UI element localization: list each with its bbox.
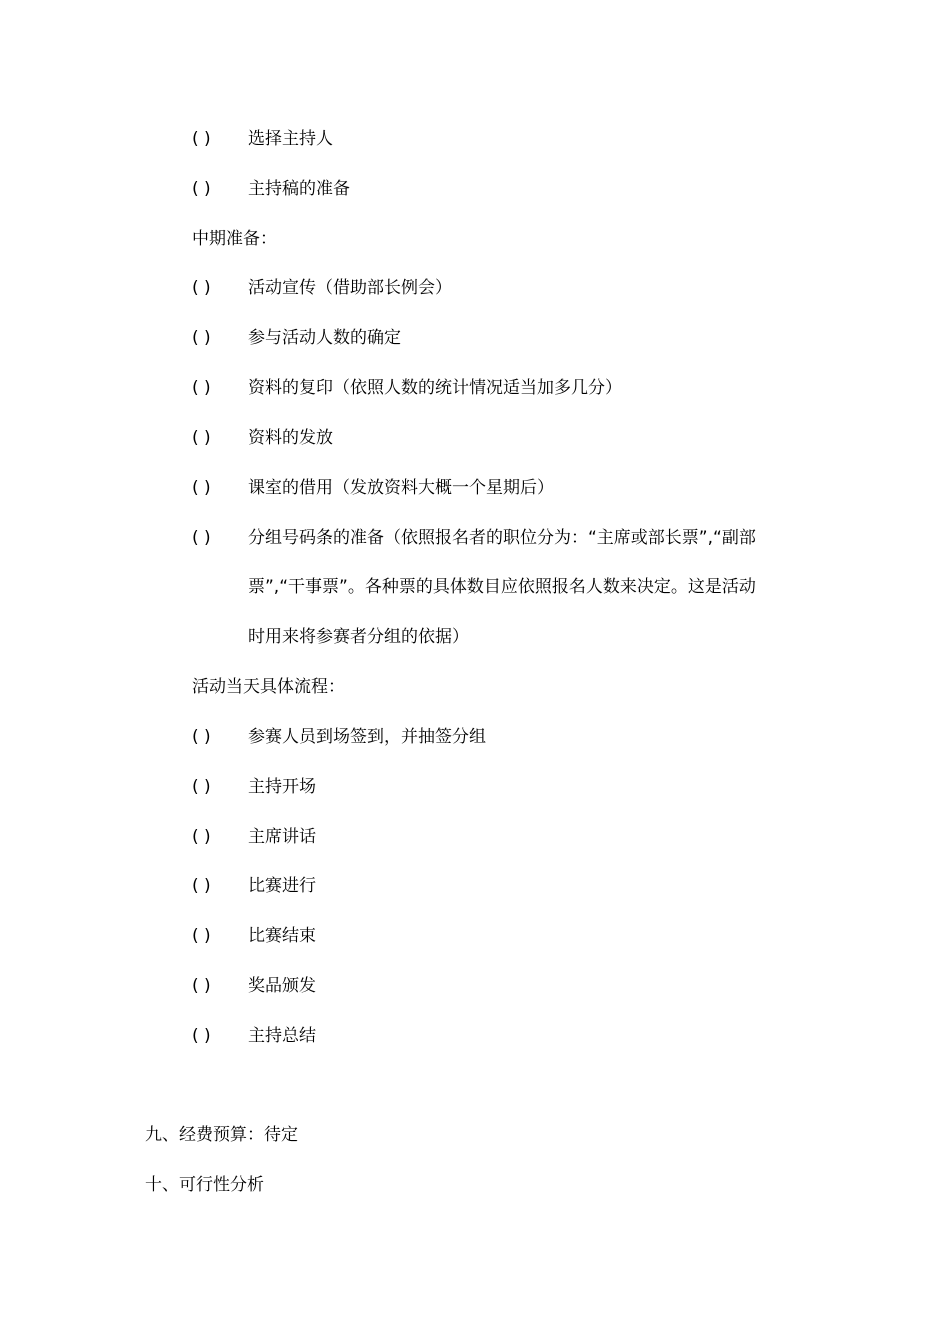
checkbox-paren: ( ) [192,179,211,199]
checklist-item-text: 资料的复印（依照人数的统计情况适当加多几分） [248,378,622,398]
checkbox-paren: ( ) [192,278,211,298]
checklist-item-text: 参赛人员到场签到，并抽签分组 [248,727,486,747]
checkbox-paren: ( ) [192,328,211,348]
checkbox-paren: ( ) [192,1026,211,1046]
checklist-item-text: 比赛结束 [248,926,316,946]
checklist-item-text: 奖品颁发 [248,976,316,996]
checklist-item-text: 课室的借用（发放资料大概一个星期后） [248,478,554,498]
checklist-item-text: 资料的发放 [248,428,333,448]
checklist-item-text: 主持开场 [248,777,316,797]
checkbox-paren: ( ) [192,777,211,797]
checklist-item-text: 活动宣传（借助部长例会） [248,278,452,298]
checklist-item-text: 参与活动人数的确定 [248,328,401,348]
checklist-item-text: 分组号码条的准备（依照报名者的职位分为：“主席或部长票”,“副部 [248,528,756,548]
checkbox-paren: ( ) [192,976,211,996]
checkbox-paren: ( ) [192,129,211,149]
mid-stage-heading: 中期准备： [192,229,277,249]
checkbox-paren: ( ) [192,428,211,448]
checklist-item-continuation: 时用来将参赛者分组的依据） [248,627,469,647]
checkbox-paren: ( ) [192,727,211,747]
checkbox-paren: ( ) [192,478,211,498]
checklist-item-text: 主持稿的准备 [248,179,350,199]
checkbox-paren: ( ) [192,528,211,548]
day-flow-heading: 活动当天具体流程： [192,677,345,697]
checkbox-paren: ( ) [192,827,211,847]
section-heading-budget: 九、经费预算：待定 [145,1125,298,1145]
checkbox-paren: ( ) [192,378,211,398]
checkbox-paren: ( ) [192,876,211,896]
checklist-item-text: 比赛进行 [248,876,316,896]
checklist-item-text: 主持总结 [248,1026,316,1046]
checklist-item-text: 选择主持人 [248,129,333,149]
checklist-item-continuation: 票”,“干事票”。各种票的具体数目应依照报名人数来决定。这是活动 [248,577,756,597]
checklist-item-text: 主席讲话 [248,827,316,847]
section-heading-feasibility: 十、可行性分析 [145,1175,264,1195]
checkbox-paren: ( ) [192,926,211,946]
